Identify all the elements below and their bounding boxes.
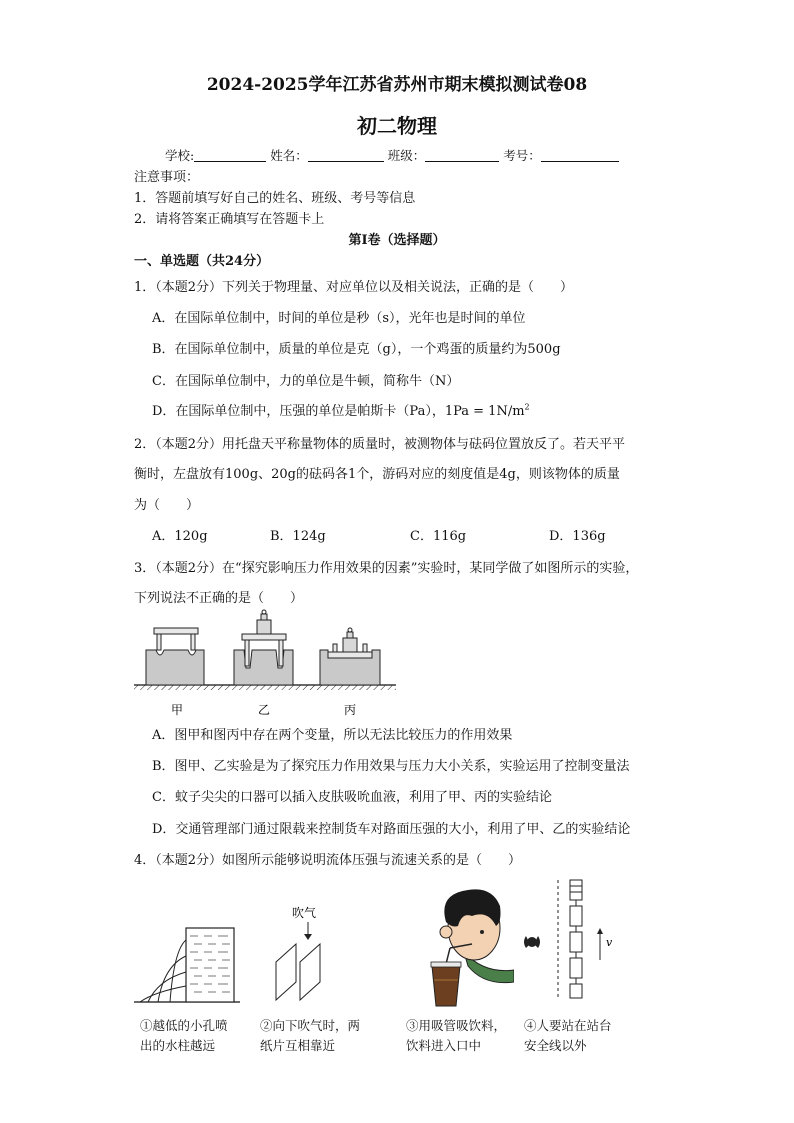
q2-option-d[interactable]: D．136g [549,529,606,544]
q4-figure-blowing-papers [262,900,342,1006]
q4-caption-1 [140,1016,228,1056]
caption-line: ③用吸管吸饮料， [406,1018,507,1033]
class-label: 班级： [387,148,426,163]
q2-option-b[interactable]: B．124g [270,529,326,544]
figure-label-jia: 甲 [171,703,184,717]
subject-title: 初二物理 [357,114,437,138]
section-title: 一、单选题（共24分） [134,254,270,269]
q3-option-b[interactable]: B．图甲、乙实验是为了探究压力作用效果与压力大小关系，实验运用了控制变量法 [152,759,630,774]
figure-jia [146,628,204,685]
caption-line: ②向下吹气时，两 [260,1018,361,1033]
velocity-label: v [606,936,613,949]
school-blank[interactable] [194,147,266,162]
q1-option-b[interactable]: B．在国际单位制中，质量的单位是克（g），一个鸡蛋的质量约为500g [152,342,561,357]
caption-line: ④人要站在站台 [524,1018,612,1033]
train-icon [570,880,582,998]
caption-line: 饮料进入口中 [406,1038,482,1053]
q1-option-c[interactable]: C．在国际单位制中，力的单位是牛顿，简称牛（N） [152,374,460,389]
question-2-stem-line: 衡时，左盘放有100g、20g的砝码各1个，游码对应的刻度值是4g，则该物体的质量 [134,467,620,482]
figure-label-bing: 丙 [344,703,357,717]
part-title: 第I卷（选择题） [348,233,446,248]
student-info-line [165,146,619,164]
caption-line: 出的水柱越远 [140,1038,216,1053]
q4-figure-drinking-straw [428,882,514,1012]
q1-option-a[interactable]: A．在国际单位制中，时间的单位是秒（s），光年也是时间的单位 [152,311,526,326]
exam-title: 2024-2025学年江苏省苏州市期末模拟测试卷08 [206,75,588,95]
number-label: 考号： [503,148,541,163]
caption-line: 安全线以外 [524,1038,587,1053]
number-blank[interactable] [541,147,619,162]
q2-option-a[interactable]: A．120g [152,529,208,544]
note-item: 2．请将答案正确填写在答题卡上 [134,212,325,227]
q1-option-d[interactable] [152,400,530,419]
q4-figure-water-jets [134,920,240,1006]
q3-option-c[interactable]: C．蚊子尖尖的口器可以插入皮肤吸吮血液，利用了甲、丙的实验结论 [152,790,552,805]
q4-caption-4 [524,1016,612,1056]
question-4-stem: 4．（本题2分）如图所示能够说明流体压强与流速关系的是（ ） [134,853,522,868]
q4-caption-3 [406,1016,506,1056]
arrow-up-icon [597,928,603,934]
person-topdown-icon [524,936,540,948]
figure-label-yi: 乙 [258,703,271,717]
q1-option-d-exponent: 2 [524,402,530,412]
q4-figure-station-safety-line [520,878,620,1002]
q2-option-c[interactable]: C．116g [410,529,467,544]
question-3-stem-line: 下列说法不正确的是（ ） [134,591,304,606]
q1-option-d-text: D．在国际单位制中，压强的单位是帕斯卡（Pa），1Pa = 1N/m [152,404,525,419]
figure-bing [320,628,380,685]
question-1-stem: 1．（本题2分）下列关于物理量、对应单位以及相关说法，正确的是（ ） [134,280,574,295]
q3-pressure-experiment-figure [130,608,400,720]
note-item: 1．答题前填写好自己的姓名、班级、考号等信息 [134,191,416,206]
question-3-stem-line: 3．（本题2分）在“探究影响压力作用效果的因素”实验时，某同学做了如图所示的实验， [134,561,639,576]
question-2-stem-line: 2．（本题2分）用托盘天平称量物体的质量时，被测物体与砝码位置放反了。若天平平 [134,437,626,452]
school-label: 学校: [165,148,195,163]
blow-label: 吹气 [292,906,317,920]
notes-heading: 注意事项： [134,170,200,185]
name-label: 姓名： [270,148,308,163]
q4-caption-2 [260,1016,360,1056]
caption-line: 纸片互相靠近 [260,1038,336,1053]
figure-yi [234,610,293,685]
q3-option-d[interactable]: D．交通管理部门通过限载来控制货车对路面压强的大小，利用了甲、乙的实验结论 [152,822,631,837]
question-2-stem-line: 为（ ） [134,498,200,513]
q3-option-a[interactable]: A．图甲和图丙中存在两个变量，所以无法比较压力的作用效果 [152,728,513,743]
name-blank[interactable] [308,147,384,162]
class-blank[interactable] [425,147,499,162]
caption-line: ①越低的小孔喷 [140,1018,228,1033]
arrow-down-icon [304,934,312,940]
